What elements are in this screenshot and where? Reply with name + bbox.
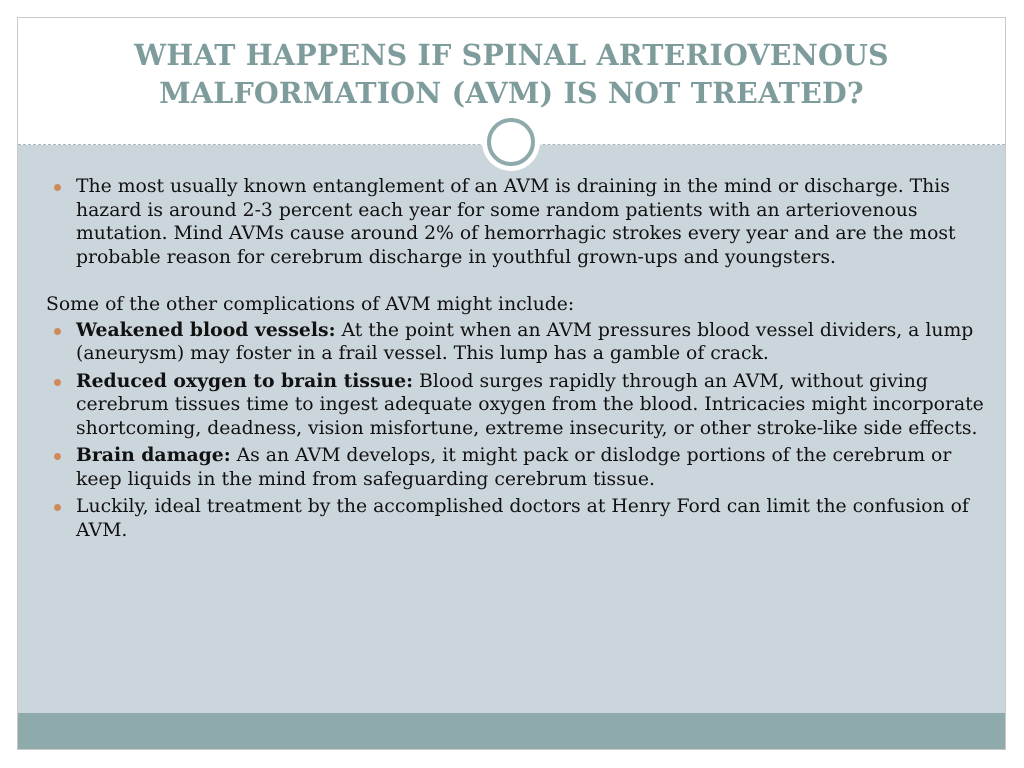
complication-item <box>46 319 988 366</box>
complication-text: At the point when an AVM pressures blood vessel dividers, a lump (aneurysm) may foster in a frail vessel. This lump has a gamble of crack. <box>76 319 974 364</box>
circle-ornament-icon <box>487 118 535 166</box>
complication-term: Reduced oxygen to brain tissue: <box>76 369 414 392</box>
bullet-dot-icon <box>54 453 61 460</box>
slide-content <box>46 175 988 542</box>
bullet-dot-icon <box>54 328 61 335</box>
complication-term: Brain damage: <box>76 444 231 466</box>
intro-bullet <box>46 175 988 269</box>
closing-bullet <box>46 495 988 542</box>
closing-bullet-text: Luckily, ideal treatment by the accomplished doctors at Henry Ford can limit the confusion of AVM. <box>76 496 969 541</box>
bullet-dot-icon <box>54 504 61 511</box>
footer-bar <box>18 713 1005 749</box>
complications-lead: Some of the other complications of AVM might include: <box>46 294 575 315</box>
complication-text: As an AVM develops, it might pack or dislodge portions of the cerebrum or keep liquids in the mind from safeguarding cerebrum tissue. <box>76 445 952 490</box>
complication-item <box>46 370 988 441</box>
complication-text: Blood surges rapidly through an AVM, without giving cerebrum tissues time to ingest adequate oxygen from the blood. Intricacies might incorporate shortcoming, deadness, vision misfortune, extreme insecurity, or other stroke-like side effects. <box>76 370 984 439</box>
complication-item <box>46 444 988 491</box>
complication-term: Weakened blood vessels: <box>76 318 336 341</box>
slide-title: WHAT HAPPENS IF SPINAL ARTERIOVENOUS MALFORMATION (AVM) IS NOT TREATED? <box>134 38 889 110</box>
bullet-dot-icon <box>54 184 61 191</box>
bullet-dot-icon <box>54 379 61 386</box>
intro-bullet-text: The most usually known entanglement of an AVM is draining in the mind or discharge. This hazard is around 2-3 percent each year for some random patients with an arteriovenous mutation. Mind AVMs cause around 2% of hemorrhagic strokes every year and are the most probable reason for cerebrum discharge in youthful grown-ups and youngsters. <box>76 176 956 268</box>
slide <box>17 17 1006 750</box>
